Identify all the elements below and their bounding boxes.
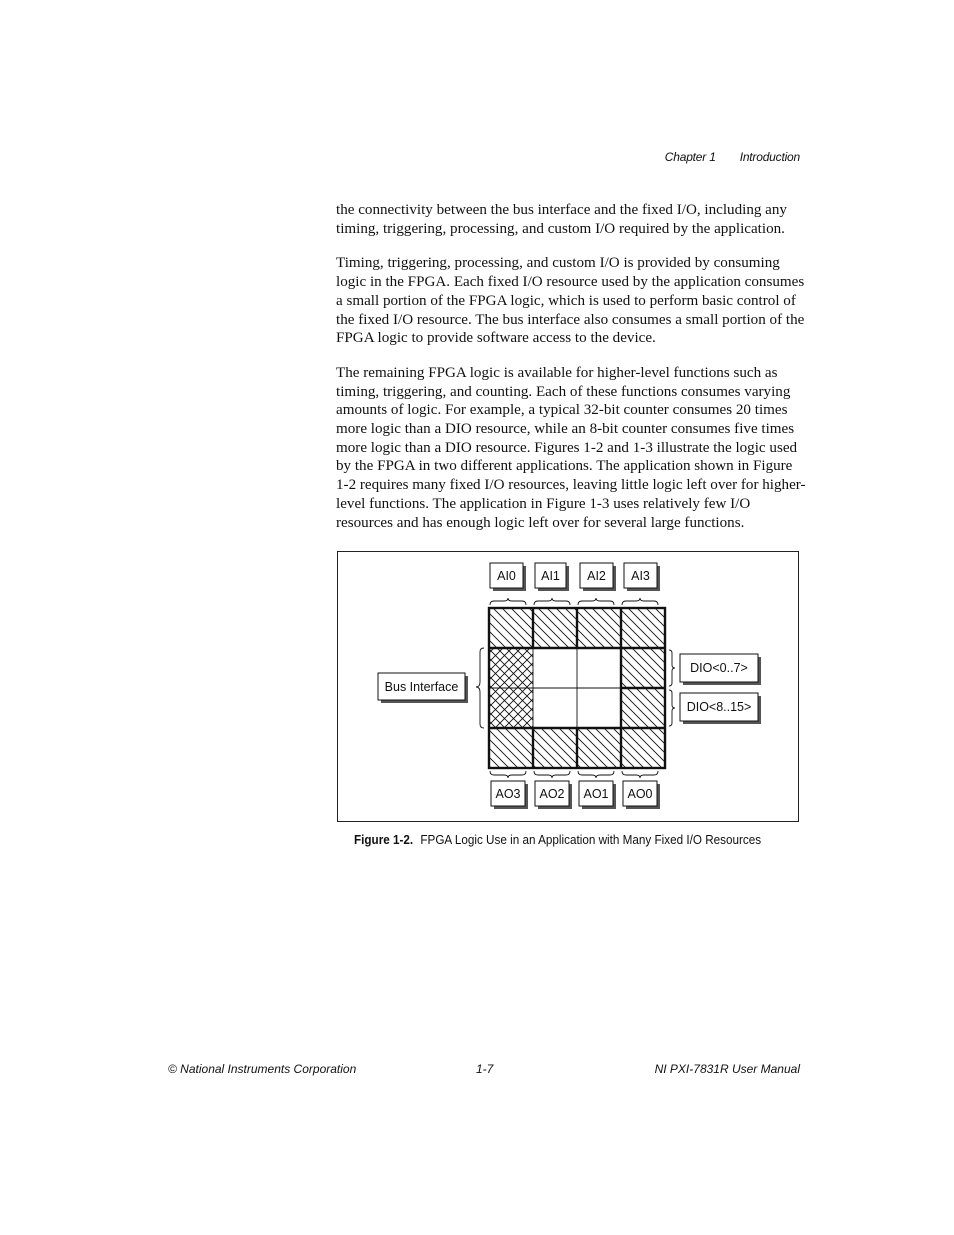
- fpga-logic-figure: [337, 551, 799, 822]
- figure-caption: [354, 832, 761, 847]
- ai-label-3: [624, 563, 660, 591]
- ai-label-3-text: AI3: [631, 569, 650, 583]
- paragraph-3: The remaining FPGA logic is available for higher-level functions such as timing, triggering, and counting. Each of these functions consumes varying amounts of logic. For example, a typical 32-bit counter consumes 20 times more logic than a DIO resource, while an 8-bit counter consumes five times more logic than a DIO resource. Figures 1-2 and 1-3 illustrate the logic used by the FPGA in two different applications. The application shown in Figure 1-2 requires many fixed I/O resources, leaving little logic left over for higher-level functions. The application in Figure 1-3 uses relatively few I/O resources and has enough logic left over for several large functions.: [336, 364, 806, 531]
- paragraph-1: the connectivity between the bus interface and the fixed I/O, including any timing, triggering, processing, and custom I/O required by the application.: [336, 202, 787, 237]
- dio-label-0: [680, 654, 761, 685]
- bus-interface-label: [378, 673, 468, 703]
- running-header: [665, 150, 800, 164]
- body-text: [336, 201, 806, 548]
- ai-label-1: [535, 563, 569, 591]
- ao-label-1-text: AO1: [583, 787, 609, 801]
- header-chapter: Chapter 1: [664, 150, 716, 164]
- top-braces: [490, 598, 658, 605]
- ai-label-2: [580, 563, 616, 591]
- header-title: Introduction: [739, 150, 800, 164]
- ao-label-1: [579, 781, 616, 809]
- ai-label-0: [490, 563, 526, 591]
- paragraph-2: Timing, triggering, processing, and custom I/O is provided by consuming logic in the FPGA. Each fixed I/O resource used by the application consumes a small portion of the FPGA logic, which is used to perform basic control of the fixed I/O resource. The bus interface also consumes a small portion of the FPGA logic to provide software access to the device.: [336, 255, 805, 347]
- ao-label-2: [535, 781, 572, 809]
- bottom-braces: [490, 771, 658, 778]
- bus-interface-text: Bus Interface: [384, 680, 459, 694]
- caption-number: Figure 1-2.: [354, 832, 414, 847]
- footer-right: NI PXI-7831R User Manual: [654, 1062, 800, 1076]
- ao-label-3: [491, 781, 528, 809]
- footer-page-number: 1-7: [476, 1062, 494, 1076]
- caption-text: FPGA Logic Use in an Application with Many Fixed I/O Resources: [420, 832, 762, 847]
- ao-label-0-text: AO0: [627, 787, 653, 801]
- ao-label-3-text: AO3: [495, 787, 521, 801]
- footer-left: © National Instruments Corporation: [168, 1062, 357, 1076]
- right-braces: [669, 650, 675, 726]
- ai-label-1-text: AI1: [541, 569, 560, 583]
- dio-label-1-text: DIO<8..15>: [686, 700, 752, 714]
- logic-grid: [489, 608, 665, 768]
- dio-label-1: [680, 693, 761, 724]
- ai-label-0-text: AI0: [497, 569, 516, 583]
- dio-label-0-text: DIO<0..7>: [690, 661, 748, 675]
- ao-label-0: [623, 781, 660, 809]
- fpga-logic-diagram: [338, 552, 800, 823]
- left-brace: [476, 648, 484, 728]
- ai-label-2-text: AI2: [587, 569, 606, 583]
- ao-label-2-text: AO2: [539, 787, 565, 801]
